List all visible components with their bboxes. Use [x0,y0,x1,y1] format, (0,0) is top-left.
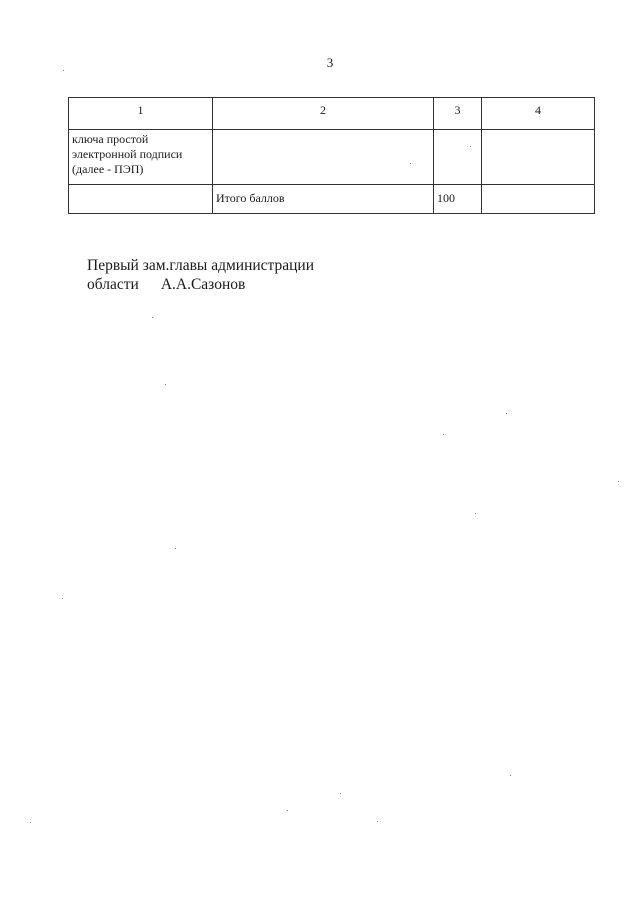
table-cell [482,130,595,185]
table-cell [69,185,213,214]
table-row [69,130,595,185]
scan-speck [470,146,471,147]
scan-speck [377,821,378,822]
header-cell-4: 4 [482,98,595,130]
signatory-name: А.А.Сазонов [160,276,246,293]
signature-line [87,275,314,294]
header-cell-2: 2 [213,98,434,130]
scan-speck [165,384,166,385]
signatory-position: Первый зам.главы администрации [87,257,315,274]
scan-speck [340,793,341,794]
scan-speck [618,481,619,482]
table-cell: ключа простой электронной подписи (далее - ПЭП) [69,130,213,185]
total-label-cell: Итого баллов [213,185,434,214]
scan-speck [175,548,176,549]
scan-speck [410,163,411,164]
page-number: 3 [326,55,334,70]
table-header-row [69,98,595,130]
scan-speck [506,413,507,414]
scan-speck [63,70,64,71]
scan-speck [510,775,511,776]
table-cell [213,130,434,185]
table-cell [434,130,482,185]
header-cell-1: 1 [69,98,213,130]
scan-speck [443,434,444,435]
scan-speck [287,810,288,811]
total-value-cell: 100 [434,185,482,214]
table-cell [482,185,595,214]
header-cell-3: 3 [434,98,482,130]
scan-speck [30,822,31,823]
score-table [68,97,595,214]
table-total-row [69,185,595,214]
signature-block [87,256,314,294]
signatory-region: области [87,276,139,293]
scan-speck [475,513,476,514]
scan-speck [62,598,63,599]
scan-speck [152,317,153,318]
